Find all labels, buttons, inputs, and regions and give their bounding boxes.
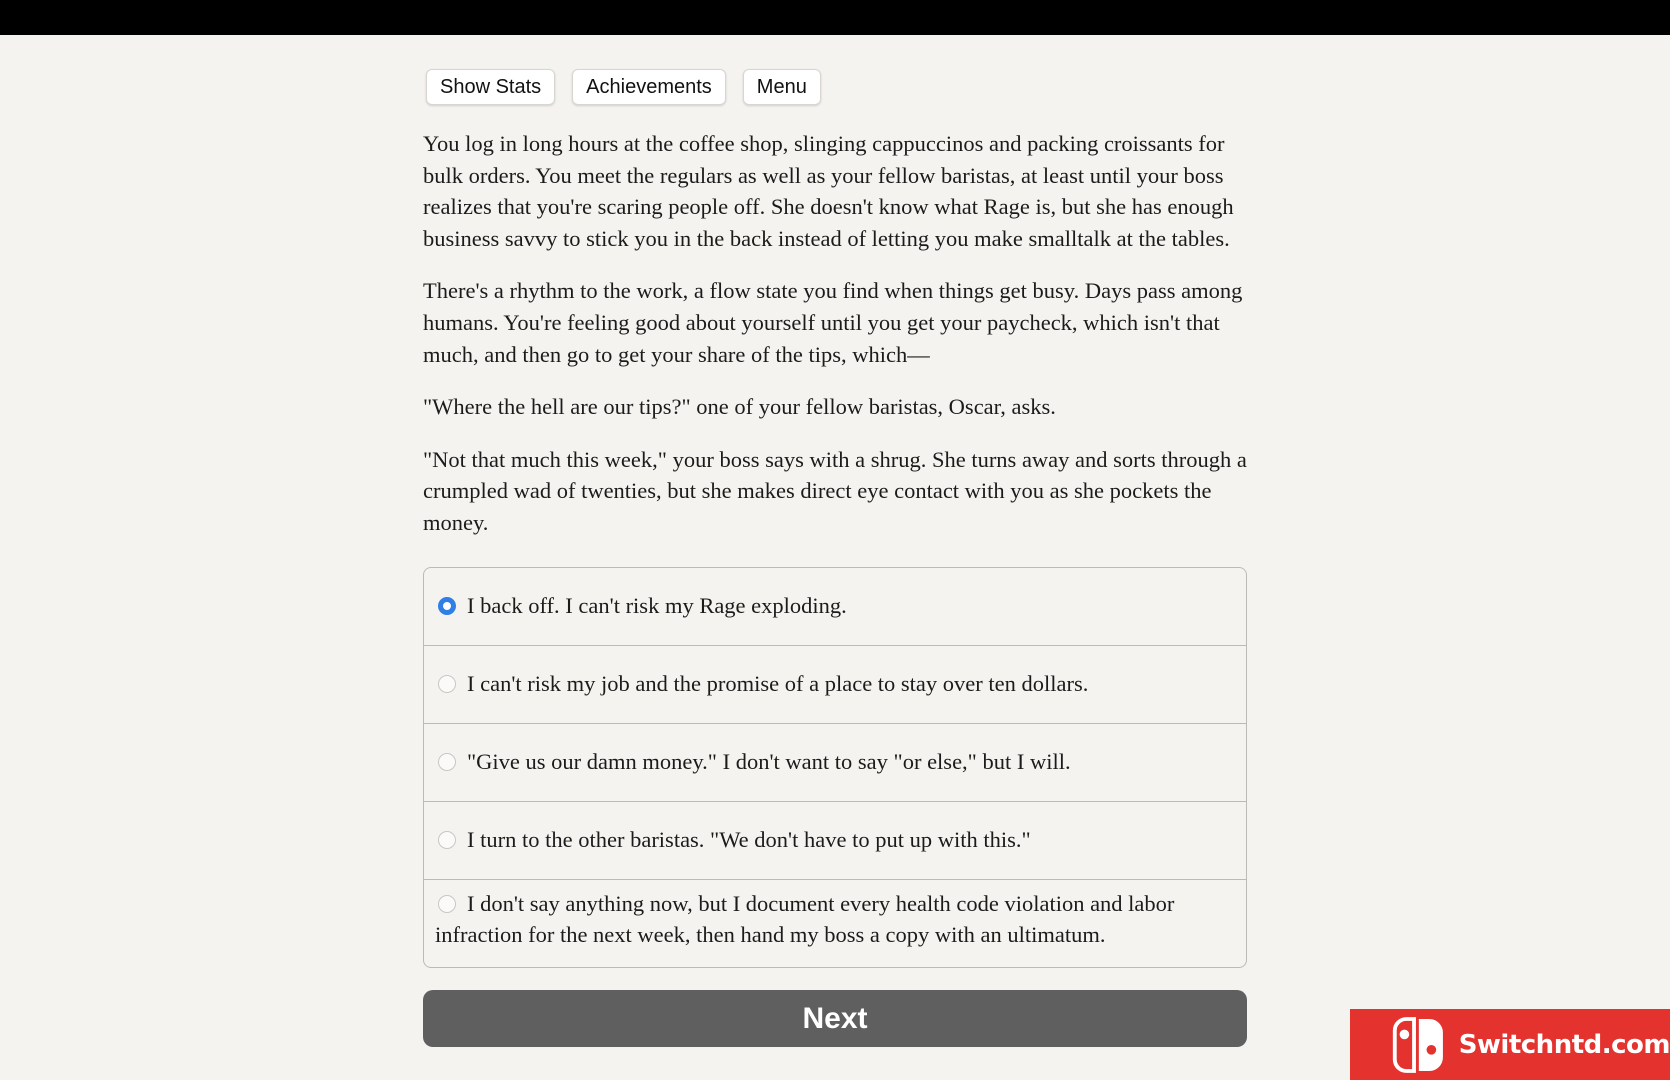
nintendo-switch-icon <box>1389 1014 1449 1076</box>
choice-label: "Give us our damn money." I don't want to say "or else," but I will. <box>467 749 1071 775</box>
radio-unselected-icon[interactable] <box>438 675 456 693</box>
watermark-text: Switchntd.com <box>1458 1029 1670 1060</box>
story-paragraph: You log in long hours at the coffee shop, slinging cappuccinos and packing croissants for bulk orders. You meet the regulars as well as your fellow baristas, at least until your boss realizes that you're scaring people off. She doesn't know what Rage is, but she has enough business savvy to stick you in the back instead of letting you make smalltalk at the tables. <box>423 131 1234 251</box>
watermark-badge <box>1350 1009 1670 1080</box>
choice-label: I don't say anything now, but I document every health code violation and labor infraction for the next week, then hand my boss a copy with an ultimatum. <box>435 890 1175 948</box>
choice-option-3[interactable] <box>424 723 1246 801</box>
choice-option-1[interactable] <box>424 568 1246 645</box>
choice-option-4[interactable] <box>424 801 1246 879</box>
menu-button[interactable]: Menu <box>743 69 821 105</box>
choice-label: I can't risk my job and the promise of a place to stay over ten dollars. <box>467 671 1089 697</box>
show-stats-button[interactable]: Show Stats <box>426 69 555 105</box>
radio-unselected-icon[interactable] <box>438 753 456 771</box>
choice-label: I back off. I can't risk my Rage exploding. <box>467 593 847 619</box>
next-button[interactable]: Next <box>423 990 1247 1047</box>
story-paragraph: There's a rhythm to the work, a flow state you find when things get busy. Days pass among humans. You're feeling good about yourself until you get your paycheck, which isn't that much, and then go to get your share of the tips, which— <box>423 278 1243 367</box>
toolbar <box>426 69 1247 105</box>
radio-unselected-icon[interactable] <box>438 831 456 849</box>
choice-label: I turn to the other baristas. "We don't have to put up with this." <box>467 827 1031 853</box>
achievements-button[interactable]: Achievements <box>572 69 726 105</box>
story-paragraph: "Where the hell are our tips?" one of your fellow baristas, Oscar, asks. <box>423 394 1056 420</box>
top-black-bar <box>0 0 1670 35</box>
choice-option-2[interactable] <box>424 645 1246 723</box>
game-content <box>423 69 1247 1047</box>
radio-selected-icon[interactable] <box>438 597 456 615</box>
choice-list <box>423 567 1247 968</box>
story-paragraph: "Not that much this week," your boss says with a shrug. She turns away and sorts through a crumpled wad of twenties, but she makes direct eye contact with you as she pockets the money. <box>423 446 1247 535</box>
choice-option-5[interactable] <box>424 879 1246 967</box>
story-text <box>423 128 1247 539</box>
radio-unselected-icon[interactable] <box>438 895 456 913</box>
